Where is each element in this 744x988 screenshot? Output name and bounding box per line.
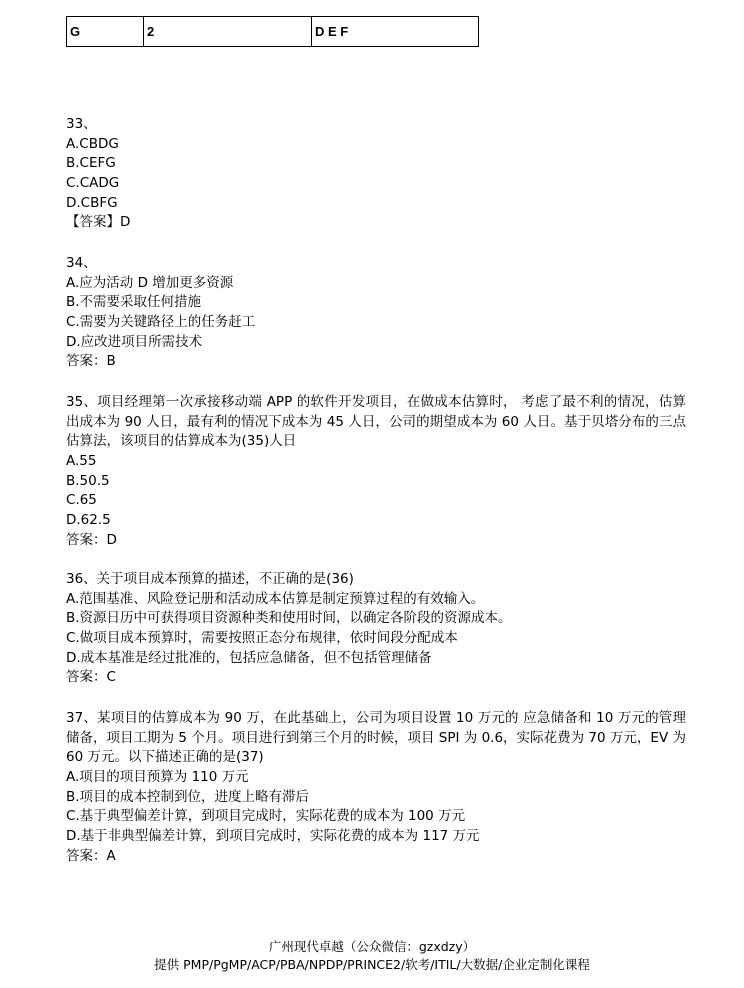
option-b: B.项目的成本控制到位，进度上略有滞后	[66, 788, 310, 805]
footer-org: 广州现代卓越（公众微信：gzxdzy）	[268, 939, 476, 954]
question-35	[66, 393, 686, 551]
question-number: 33、	[66, 116, 97, 132]
option-b: B.50.5	[66, 472, 110, 489]
option-b: B.不需要采取任何措施	[66, 294, 202, 311]
question-33	[66, 115, 686, 233]
answer: 【答案】D	[66, 214, 131, 231]
option-a: A.55	[66, 453, 97, 470]
option-c: C.需要为关键路径上的任务赶工	[66, 314, 256, 331]
answer: 答案：B	[66, 353, 116, 370]
footer-courses: 提供 PMP/PgMP/ACP/PBA/NPDP/PRINCE2/软考/ITIL/大数据/企业定制化课程	[154, 957, 590, 972]
option-d: D.62.5	[66, 512, 111, 529]
table-cell-duration: 2	[144, 17, 312, 46]
option-c: C.65	[66, 492, 97, 509]
option-c: C.基于典型偏差计算，到项目完成时，实际花费的成本为 100 万元	[66, 808, 466, 825]
question-stem: 37、某项目的估算成本为 90 万，在此基础上，公司为项目设置 10 万元的 应急储备和 10 万元的管理储备，项目工期为 5 个月。项目进行到第三个月的时候，项目 SPI 为 0.6，实际花费为 70 万元，EV 为 60 万元。以下描述正确的是(37)	[66, 710, 686, 766]
table-cell-predecessors: D E F	[315, 24, 349, 39]
option-b: B.CEFG	[66, 155, 116, 172]
option-c: C.CADG	[66, 175, 120, 192]
question-34	[66, 254, 686, 372]
option-a: A.项目的项目预算为 110 万元	[66, 769, 249, 786]
option-a: A.范围基准、风险登记册和活动成本估算是制定预算过程的有效输入。	[66, 590, 485, 607]
question-stem: 35、项目经理第一次承接移动端 APP 的软件开发项目，在做成本估算时， 考虑了最不利的情况，估算出成本为 90 人日，最有利的情况下成本为 45 人日，公司的期望成本为 60 人日。基于贝塔分布的三点估算法，该项目的估算成本为(35)人日	[66, 394, 686, 450]
option-a: A.CBDG	[66, 135, 119, 152]
option-d: D.应改进项目所需技术	[66, 333, 203, 350]
option-d: D.CBFG	[66, 194, 118, 211]
page-footer	[0, 938, 744, 974]
question-37	[66, 709, 686, 867]
question-stem: 36、关于项目成本预算的描述，不正确的是(36)	[66, 571, 354, 587]
answer: 答案：D	[66, 531, 117, 548]
option-b: B.资源日历中可获得项目资源种类和使用时间，以确定各阶段的资源成本。	[66, 610, 512, 627]
table-cell-activity: G	[67, 17, 144, 46]
answer: 答案：C	[66, 669, 116, 686]
answer-table-row	[66, 16, 479, 47]
question-number: 34、	[66, 255, 97, 271]
option-a: A.应为活动 D 增加更多资源	[66, 274, 234, 291]
option-c: C.做项目成本预算时，需要按照正态分布规律，依时间段分配成本	[66, 630, 458, 647]
option-d: D.基于非典型偏差计算，到项目完成时，实际花费的成本为 117 万元	[66, 828, 480, 845]
option-d: D.成本基准是经过批准的，包括应急储备，但不包括管理储备	[66, 649, 432, 666]
answer: 答案：A	[66, 847, 116, 864]
question-36	[66, 570, 686, 688]
